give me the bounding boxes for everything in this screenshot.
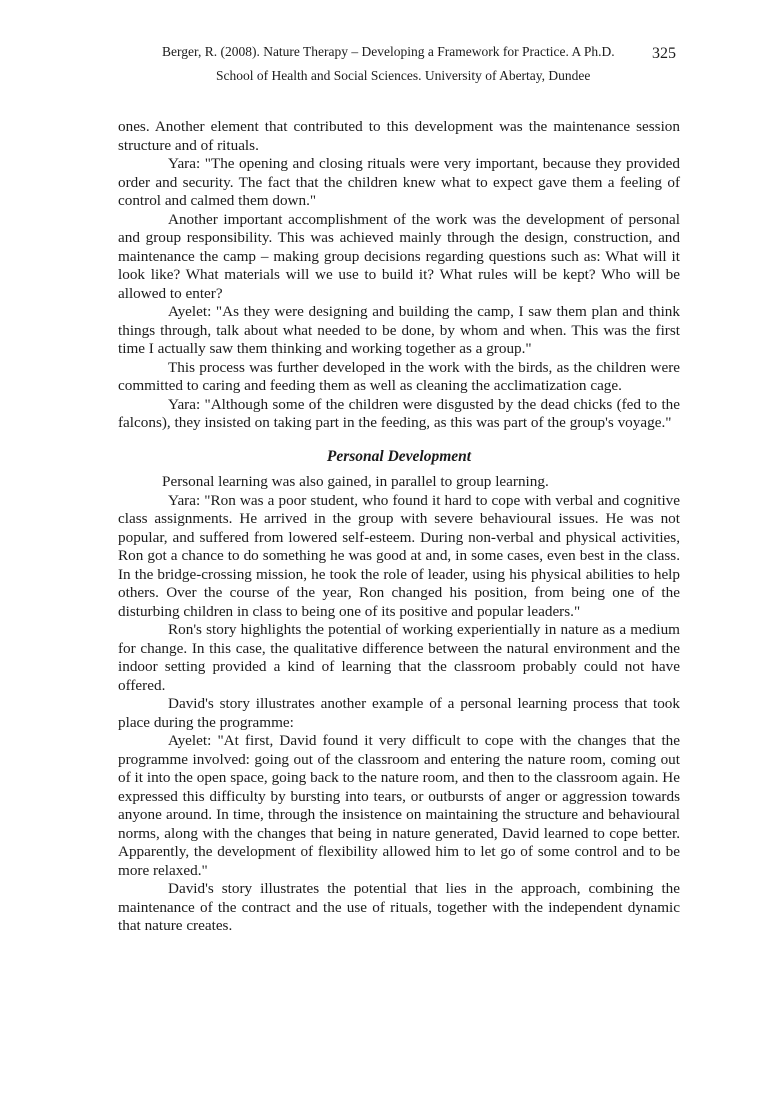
paragraph-david-conclusion: David's story illustrates the potential that lies in the approach, combining the maintenance of the contract and the use of rituals, together with the independent dynamic that nature creates. [118,880,680,934]
institution-line: School of Health and Social Sciences. University of Abertay, Dundee [216,68,591,83]
paragraph-continuation: ones. Another element that contributed to this development was the maintenance session structure and of rituals. [118,118,680,154]
quote-ayelet-david: Ayelet: "At first, David found it very difficult to cope with the changes that the programme involved: going out of the classroom and entering the nature room, coming out of it into the open space, going back to the nature room, and then to the classroom again. He expressed this difficulty by bursting into tears, or outbursts of anger or aggression towards anyone around. In time, through the insistence on maintaining the structure and behavioural norms, along with the changes that being in nature generated, David learned to cope better. Apparently, the development of flexibility allowed him to let go of some control and to be more relaxed." [118,732,680,879]
quote-yara-feeding: Yara: "Although some of the children were disgusted by the dead chicks (fed to the falcons), they insisted on taking part in the feeding, as this was part of the group's voyage." [118,395,680,431]
paragraph-birds: This process was further developed in the work with the birds, as the children were committed to caring and feeding them as well as cleaning the acclimatization cage. [118,358,680,394]
section-heading: Personal Development [326,447,472,465]
paragraph-personal-learning: Personal learning was also gained, in parallel to group learning. [162,473,549,490]
paragraph-david-intro: David's story illustrates another example of a personal learning process that took place during the programme: [118,695,680,731]
paragraph-ron-story: Ron's story highlights the potential of working experientially in nature as a medium for change. In this case, the qualitative difference between the natural environment and the indoor setting provided a kind of learning that the classroom probably could not have offered. [118,621,680,694]
page-body [118,118,680,936]
quote-yara-rituals: Yara: "The opening and closing rituals were very important, because they provided order and security. The fact that the children knew what to expect gave them a feeling of control and calmed them down." [118,155,680,209]
quote-ayelet-camp: Ayelet: "As they were designing and building the camp, I saw them plan and think things through, talk about what needed to be done, by whom and when. This was the first time I actually saw them thinking and working together as a group." [118,303,680,357]
quote-yara-ron: Yara: "Ron was a poor student, who found it hard to cope with verbal and cognitive class assignments. He arrived in the group with severe behavioural issues. He was not popular, and suffered from lowered self-esteem. During non-verbal and physical activities, Ron got a chance to do something he was good at and, in some cases, even best in the class. In the bridge-crossing mission, he took the role of leader, using his physical abilities to help others. Over the course of the year, Ron changed his position, from being one of the disturbing children in class to being one of its positive and popular leaders." [118,491,680,620]
citation-line: Berger, R. (2008). Nature Therapy – Developing a Framework for Practice. A Ph.D. [162,44,615,59]
page-number: 325 [652,45,676,62]
paragraph-responsibility: Another important accomplishment of the work was the development of personal and group responsibility. This was achieved mainly through the design, construction, and maintenance the camp – making group decisions regarding questions such as: What will it look like? What materials will we use to build it? What rules will be kept? Who will be allowed to enter? [118,210,680,302]
